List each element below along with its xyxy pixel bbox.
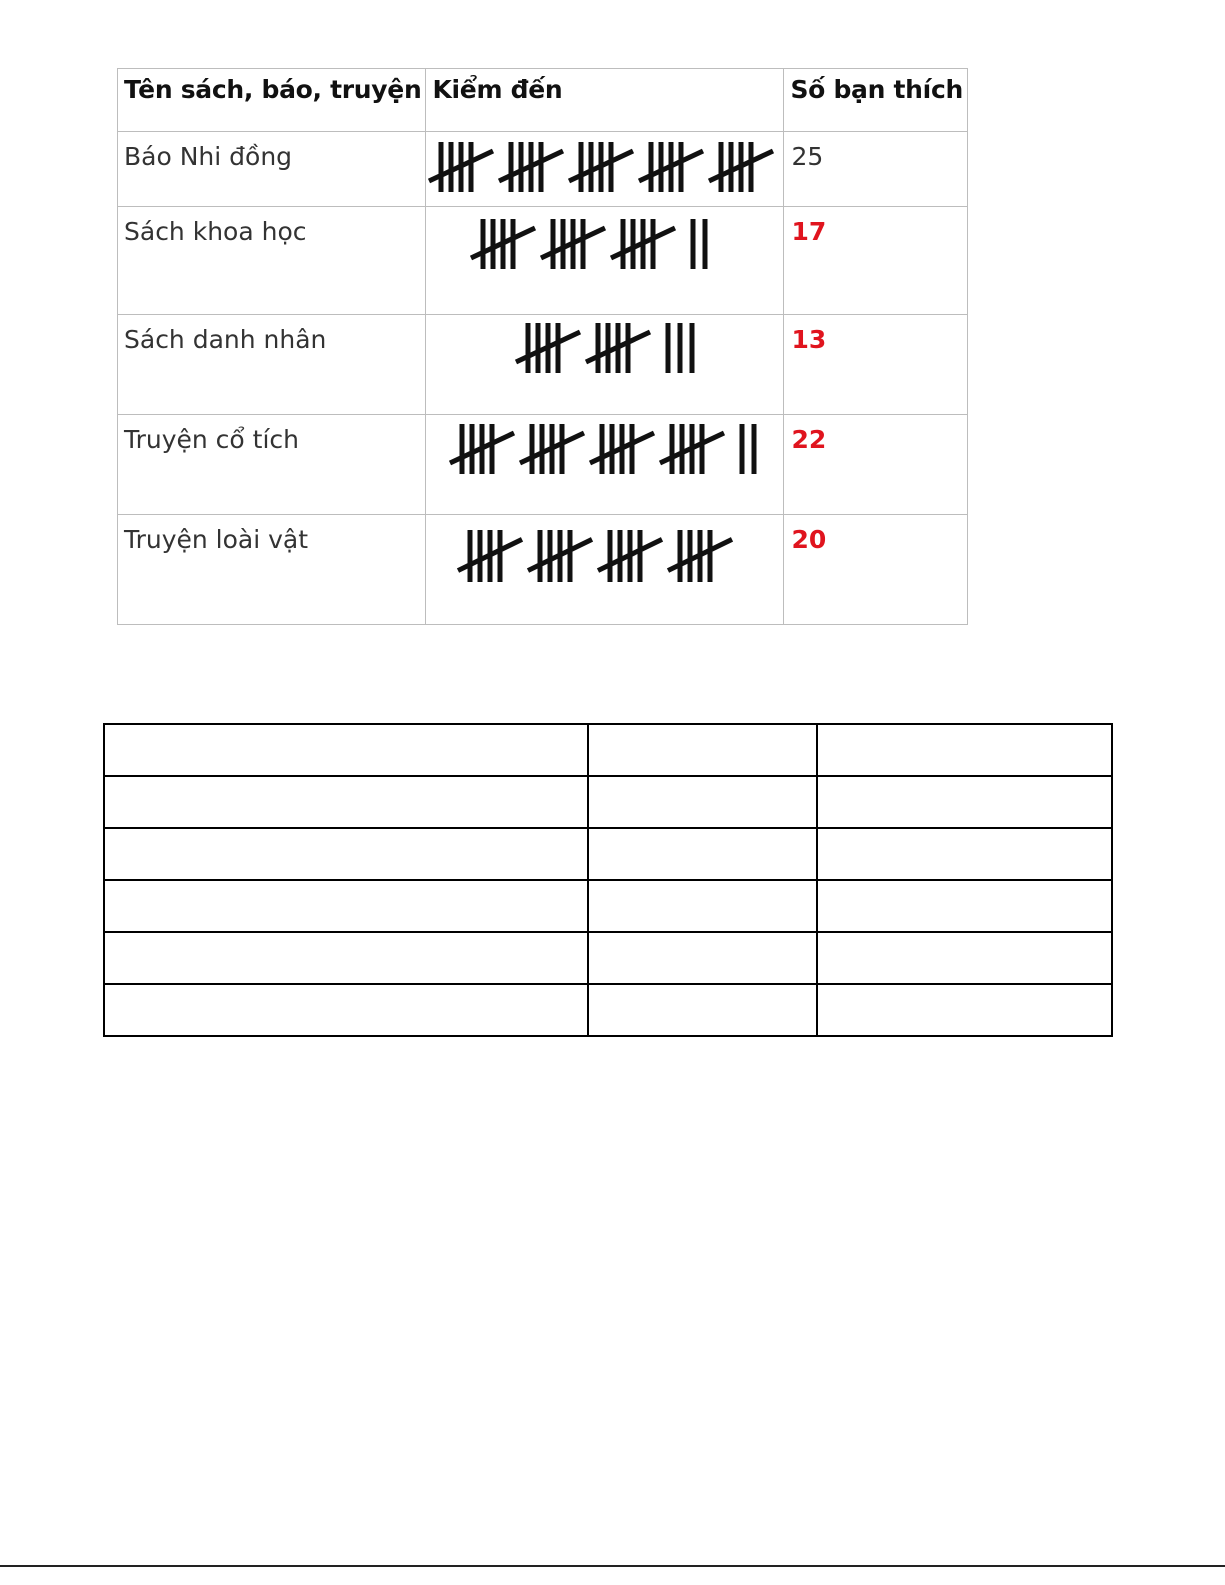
blank-cell xyxy=(817,984,1112,1036)
blank-cell xyxy=(104,932,588,984)
blank-cell xyxy=(104,776,588,828)
header-name: Tên sách, báo, truyện xyxy=(118,69,426,132)
blank-cell xyxy=(104,724,588,776)
blank-cell xyxy=(588,984,817,1036)
blank-cell xyxy=(588,828,817,880)
tally-marks xyxy=(426,207,784,315)
table-row xyxy=(118,207,968,315)
blank-cell xyxy=(817,880,1112,932)
row-count: 22 xyxy=(784,415,968,515)
tally-svg xyxy=(426,132,784,207)
blank-cell xyxy=(817,828,1112,880)
row-count: 25 xyxy=(784,132,968,207)
row-count: 20 xyxy=(784,515,968,625)
header-tally: Kiểm đến xyxy=(426,69,784,132)
header-count: Số bạn thích xyxy=(784,69,968,132)
row-count: 13 xyxy=(784,315,968,415)
blank-cell xyxy=(588,932,817,984)
row-count: 17 xyxy=(784,207,968,315)
blank-cell xyxy=(817,932,1112,984)
blank-cell xyxy=(817,776,1112,828)
blank-row xyxy=(104,724,1112,776)
row-name: Sách danh nhân xyxy=(118,315,426,415)
blank-cell xyxy=(588,880,817,932)
tally-marks xyxy=(426,132,784,207)
tally-marks xyxy=(426,515,784,625)
blank-cell xyxy=(588,724,817,776)
tally-svg xyxy=(426,315,784,415)
blank-cell xyxy=(817,724,1112,776)
tally-table xyxy=(117,68,968,625)
row-name: Sách khoa học xyxy=(118,207,426,315)
blank-row xyxy=(104,776,1112,828)
header-row xyxy=(118,69,968,132)
tally-svg xyxy=(426,415,784,515)
table-row xyxy=(118,415,968,515)
tally-marks xyxy=(426,415,784,515)
blank-row xyxy=(104,828,1112,880)
blank-cell xyxy=(104,984,588,1036)
blank-row xyxy=(104,880,1112,932)
blank-answer-table xyxy=(103,723,1113,1037)
table-row xyxy=(118,315,968,415)
blank-cell xyxy=(104,828,588,880)
blank-cell xyxy=(104,880,588,932)
page-bottom-edge xyxy=(0,1565,1225,1567)
blank-row xyxy=(104,984,1112,1036)
row-name: Truyện cổ tích xyxy=(118,415,426,515)
table-row xyxy=(118,132,968,207)
blank-row xyxy=(104,932,1112,984)
tally-marks xyxy=(426,315,784,415)
table-row xyxy=(118,515,968,625)
tally-svg xyxy=(426,207,784,315)
row-name: Báo Nhi đồng xyxy=(118,132,426,207)
row-name: Truyện loài vật xyxy=(118,515,426,625)
blank-cell xyxy=(588,776,817,828)
tally-svg xyxy=(426,515,784,625)
